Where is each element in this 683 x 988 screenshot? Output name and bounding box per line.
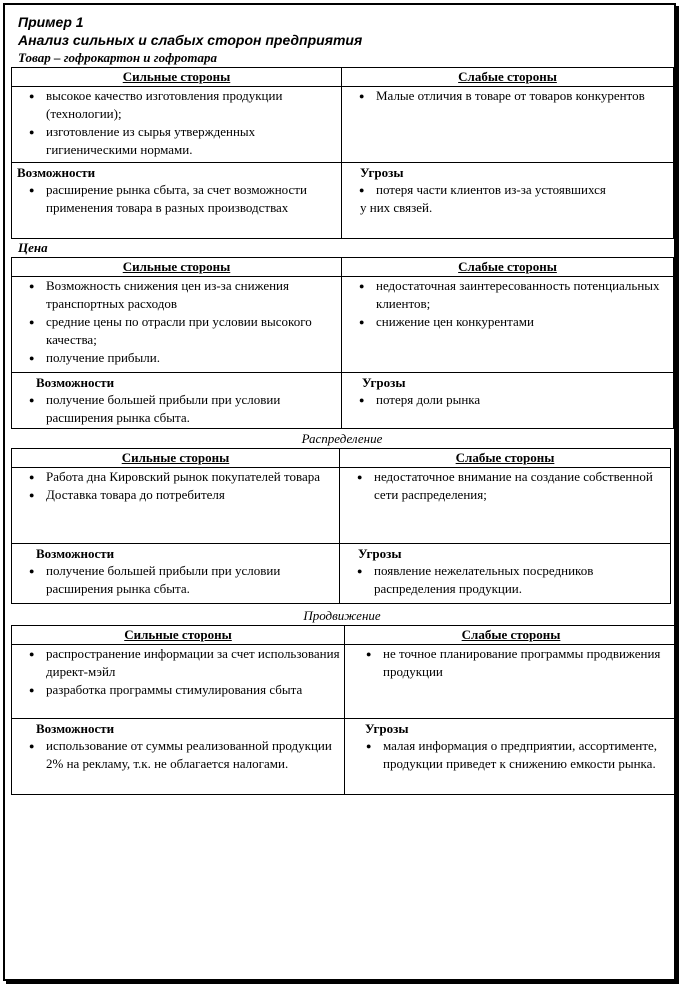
- list-item: ● Малые отличия в товаре от товаров конкурентов: [342, 87, 673, 105]
- list-item: ● получение большей прибыли при условии расширения рынка сбыта.: [12, 562, 339, 598]
- list-item: ● изготовление из сырья утвержденных гигиеническими нормами.: [12, 123, 341, 159]
- threats-header: Угрозы: [360, 165, 404, 180]
- swot-table-price: [11, 257, 674, 429]
- opportunities-header: Возможности: [36, 546, 115, 561]
- list-item: ● высокое качество изготовления продукции (технологии);: [12, 87, 341, 123]
- section-title-product: Товар – гофрокартон и гофротара: [18, 50, 217, 65]
- list-item: ● получение прибыли.: [12, 349, 341, 367]
- list-item: ● получение большей прибыли при условии расширения рынка сбыта.: [12, 391, 341, 427]
- list-item: ● расширение рынка сбыта, за счет возможности применения товара в разных производствах: [12, 181, 341, 217]
- weaknesses-header: Слабые стороны: [342, 68, 674, 87]
- section-title-distribution: Распределение: [301, 431, 383, 446]
- strengths-header: Сильные стороны: [12, 626, 345, 645]
- list-item: ● малая информация о предприятии, ассортименте, продукции приведет к снижению емкости рынка.: [349, 737, 677, 773]
- list-item: ● потеря доли рынка: [342, 391, 673, 409]
- threats-header: Угрозы: [365, 721, 409, 736]
- list-item: ● потеря части клиентов из-за устоявшихся: [342, 181, 673, 199]
- list-item: ● снижение цен конкурентами: [342, 313, 673, 331]
- list-item: ● средние цены по отрасли при условии высокого качества;: [12, 313, 341, 349]
- section-title-promotion: Продвижение: [303, 608, 381, 623]
- weaknesses-header: Слабые стороны: [345, 626, 678, 645]
- list-item-continuation: у них связей.: [360, 200, 433, 215]
- list-item: ● не точное планирование программы продвижения продукции: [349, 645, 677, 681]
- list-item: ● Возможность снижения цен из-за снижения транспортных расходов: [12, 277, 341, 313]
- list-item: ● распространение информации за счет использования директ-мэйл: [12, 645, 344, 681]
- swot-table-distribution: [11, 448, 671, 604]
- list-item: ● недостаточная заинтересованность потенциальных клиентов;: [342, 277, 673, 313]
- threats-header: Угрозы: [358, 546, 402, 561]
- opportunities-header: Возможности: [36, 375, 115, 390]
- strengths-header: Сильные стороны: [12, 68, 342, 87]
- opportunities-header: Возможности: [17, 165, 96, 180]
- threats-header: Угрозы: [362, 375, 406, 390]
- list-item: ● Доставка товара до потребителя: [12, 486, 339, 504]
- weaknesses-header: Слабые стороны: [340, 449, 671, 468]
- strengths-header: Сильные стороны: [12, 449, 340, 468]
- list-item: ● Работа дна Кировский рынок покупателей товара: [12, 468, 339, 486]
- example-heading: Пример 1: [18, 14, 84, 30]
- weaknesses-header: Слабые стороны: [342, 258, 674, 277]
- list-item: ● разработка программы стимулирования сбыта: [12, 681, 344, 699]
- list-item: ● появление нежелательных посредников распределения продукции.: [340, 562, 670, 598]
- swot-table-product: [11, 67, 674, 239]
- strengths-header: Сильные стороны: [12, 258, 342, 277]
- swot-table-promotion: [11, 625, 678, 795]
- list-item: ● недостаточное внимание на создание собственной сети распределения;: [340, 468, 670, 504]
- opportunities-header: Возможности: [36, 721, 115, 736]
- page-title: Анализ сильных и слабых сторон предприятия: [18, 32, 363, 48]
- section-title-price: Цена: [18, 240, 48, 255]
- list-item: ● использование от суммы реализованной продукции 2% на рекламу, т.к. не облагается налогами.: [12, 737, 344, 773]
